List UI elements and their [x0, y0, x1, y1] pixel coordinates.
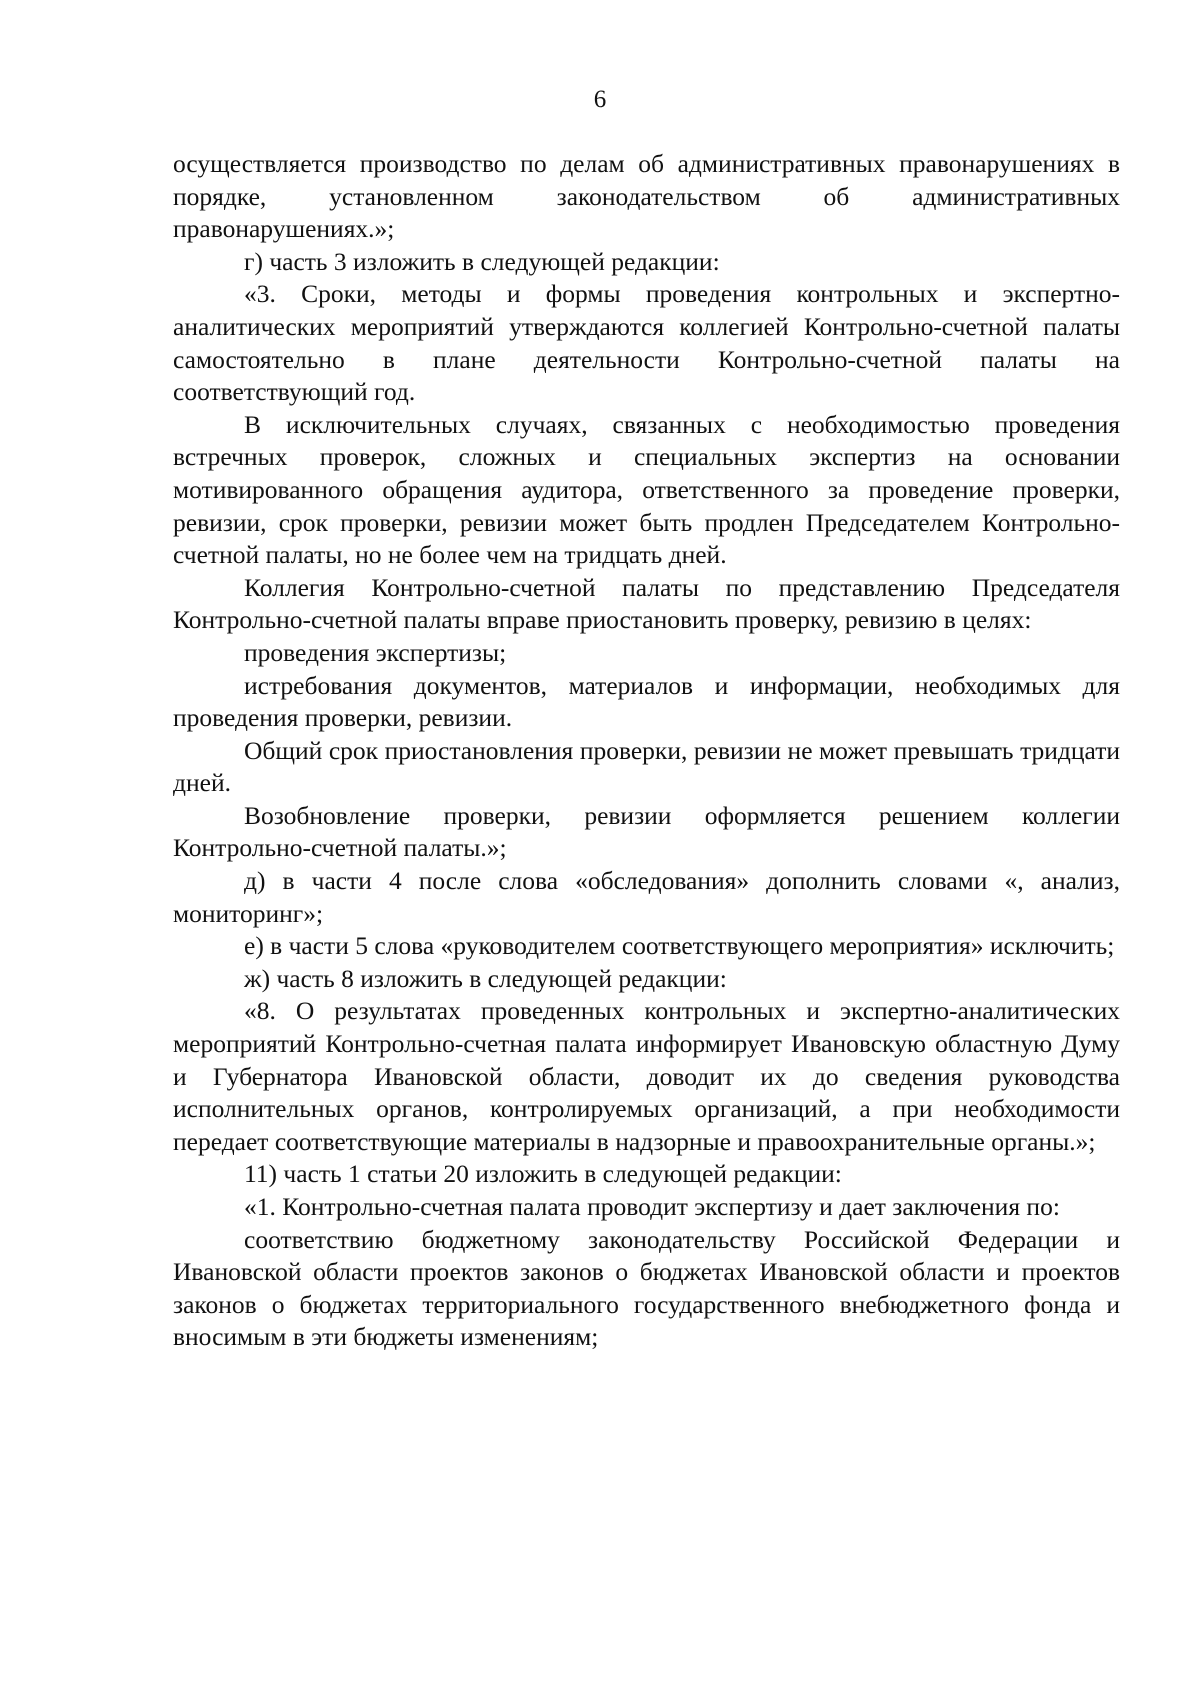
page-number: 6: [593, 86, 607, 113]
paragraph-part-1-article-20: «1. Контрольно-счетная палата проводит экспертизу и дает заключения по:: [244, 1192, 1060, 1221]
paragraph-documents-request: истребования документов, материалов и информации, необходимых для проведения проверки, ревизии.: [173, 670, 1120, 733]
paragraph-item-11: 11) часть 1 статьи 20 изложить в следующей редакции:: [244, 1159, 842, 1189]
paragraph-item-d: д) в части 4 после слова «обследования» дополнить словами «, анализ, мониторинг»;: [173, 866, 1120, 928]
paragraph-expertise: проведения экспертизы;: [244, 637, 507, 667]
paragraph-part-8: «8. О результатах проведенных контрольных и экспертно-аналитических мероприятий Контрольно-счетная палата информирует Ивановскую областную Думу и Губернатора Ивановской области, доводит их до сведения руководства исполнительных органов, контролируемых организаций, а при необходимости передает соответствующие материалы в надзорные и правоохранительные органы.»;: [173, 996, 1120, 1156]
paragraph-item-e: е) в части 5 слова «руководителем соответствующего мероприятия» исключить;: [244, 931, 1115, 961]
paragraph-suspension-term: Общий срок приостановления проверки, ревизии не может превышать тридцати дней.: [173, 735, 1120, 798]
paragraph-budget-compliance: соответствию бюджетному законодательству Российской Федерации и Ивановской области проектов законов о бюджетах Ивановской области и проектов законов о бюджетах территориального государственного внебюджетного фонда и вносимым в эти бюджеты изменениям;: [173, 1224, 1120, 1352]
paragraph-item-g: г) часть 3 изложить в следующей редакции:: [244, 246, 720, 276]
paragraph-item-zh: ж) часть 8 изложить в следующей редакции:: [244, 963, 727, 993]
paragraph-collegium-suspend: Коллегия Контрольно-счетной палаты по представлению Председателя Контрольно-счетной палаты вправе приостановить проверку, ревизию в целях:: [173, 572, 1120, 635]
paragraph-continuation: осуществляется производство по делам об административных правонарушениях в порядке, установленном законодательством об административных правонарушениях.»;: [173, 149, 1120, 244]
paragraph-exceptional-cases: В исключительных случаях, связанных с необходимостью проведения встречных проверок, сложных и специальных экспертиз на основании мотивированного обращения аудитора, ответственного за проведение проверки, ревизии, срок проверки, ревизии может быть продлен Председателем Контрольно-счетной палаты, но не более чем на тридцать дней.: [173, 409, 1120, 570]
document-body: [173, 148, 1120, 1354]
paragraph-resumption: Возобновление проверки, ревизии оформляется решением коллегии Контрольно-счетной палаты.»;: [173, 800, 1120, 863]
paragraph-part-3: «3. Сроки, методы и формы проведения контрольных и экспертно-аналитических мероприятий утверждаются коллегией Контрольно-счетной палаты самостоятельно в плане деятельности Контрольно-счетной палаты на соответствующий год.: [173, 279, 1120, 407]
